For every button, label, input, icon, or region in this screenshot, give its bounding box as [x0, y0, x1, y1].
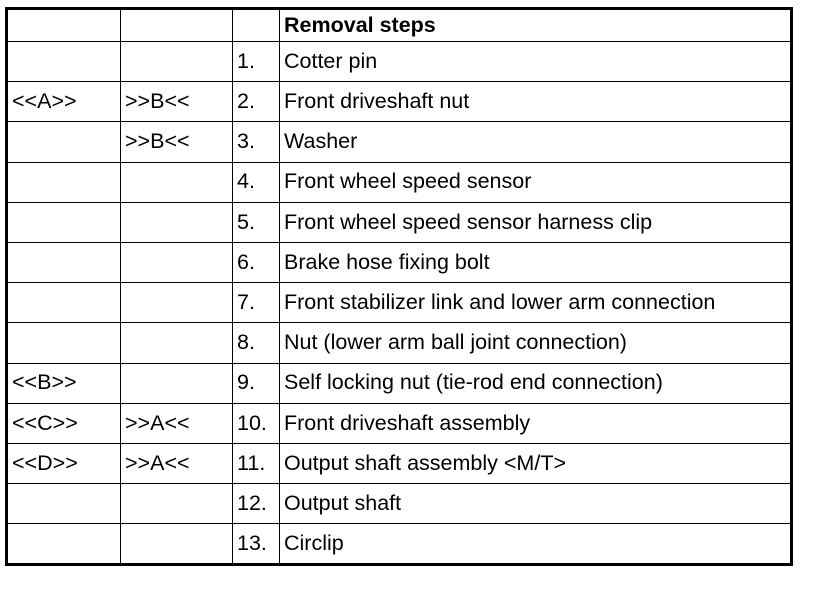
removal-ref-cell: <<A>>: [7, 82, 121, 122]
step-description-cell: Front driveshaft nut: [280, 82, 792, 122]
header-cell-removal-steps: Removal steps: [280, 9, 792, 42]
header-row: [7, 9, 792, 42]
removal-ref-cell: [7, 524, 121, 565]
step-description-cell: Circlip: [280, 524, 792, 565]
step-number-cell: 2.: [233, 82, 280, 122]
install-ref-cell: [121, 484, 233, 524]
install-ref-cell: >>A<<: [121, 403, 233, 443]
install-ref-cell: [121, 42, 233, 82]
install-ref-cell: [121, 524, 233, 565]
table-row: [7, 82, 792, 122]
removal-ref-cell: <<B>>: [7, 363, 121, 403]
removal-ref-cell: [7, 42, 121, 82]
step-description-cell: Output shaft assembly <M/T>: [280, 443, 792, 483]
removal-ref-cell: [7, 242, 121, 282]
install-ref-cell: [121, 242, 233, 282]
step-number-cell: 11.: [233, 443, 280, 483]
install-ref-cell: [121, 162, 233, 202]
step-description-cell: Front wheel speed sensor: [280, 162, 792, 202]
table-row: [7, 524, 792, 565]
removal-ref-cell: [7, 122, 121, 162]
header-cell-number: [233, 9, 280, 42]
install-ref-cell: >>B<<: [121, 82, 233, 122]
removal-steps-table: [5, 7, 793, 566]
table-row: [7, 202, 792, 242]
step-number-cell: 1.: [233, 42, 280, 82]
removal-ref-cell: [7, 283, 121, 323]
step-number-cell: 6.: [233, 242, 280, 282]
table-row: [7, 323, 792, 363]
install-ref-cell: [121, 363, 233, 403]
install-ref-cell: [121, 202, 233, 242]
step-number-cell: 5.: [233, 202, 280, 242]
step-number-cell: 12.: [233, 484, 280, 524]
table-row: [7, 242, 792, 282]
removal-ref-cell: <<D>>: [7, 443, 121, 483]
install-ref-cell: >>A<<: [121, 443, 233, 483]
step-number-cell: 4.: [233, 162, 280, 202]
step-number-cell: 10.: [233, 403, 280, 443]
step-number-cell: 13.: [233, 524, 280, 565]
table-row: [7, 42, 792, 82]
table-row: [7, 162, 792, 202]
step-description-cell: Self locking nut (tie-rod end connection): [280, 363, 792, 403]
table-row: [7, 122, 792, 162]
step-number-cell: 8.: [233, 323, 280, 363]
step-description-cell: Cotter pin: [280, 42, 792, 82]
step-description-cell: Front wheel speed sensor harness clip: [280, 202, 792, 242]
header-cell-install-ref: [121, 9, 233, 42]
table-row: [7, 443, 792, 483]
step-number-cell: 3.: [233, 122, 280, 162]
step-number-cell: 9.: [233, 363, 280, 403]
install-ref-cell: [121, 323, 233, 363]
removal-ref-cell: [7, 202, 121, 242]
step-description-cell: Washer: [280, 122, 792, 162]
step-description-cell: Front driveshaft assembly: [280, 403, 792, 443]
install-ref-cell: >>B<<: [121, 122, 233, 162]
table-row: [7, 403, 792, 443]
removal-ref-cell: [7, 162, 121, 202]
step-description-cell: Output shaft: [280, 484, 792, 524]
removal-ref-cell: [7, 323, 121, 363]
table-row: [7, 283, 792, 323]
removal-ref-cell: <<C>>: [7, 403, 121, 443]
step-description-cell: Brake hose fixing bolt: [280, 242, 792, 282]
table-row: [7, 363, 792, 403]
step-description-cell: Front stabilizer link and lower arm connection: [280, 283, 792, 323]
header-cell-removal-ref: [7, 9, 121, 42]
step-description-cell: Nut (lower arm ball joint connection): [280, 323, 792, 363]
removal-ref-cell: [7, 484, 121, 524]
table-body: [7, 9, 792, 565]
step-number-cell: 7.: [233, 283, 280, 323]
table-row: [7, 484, 792, 524]
install-ref-cell: [121, 283, 233, 323]
